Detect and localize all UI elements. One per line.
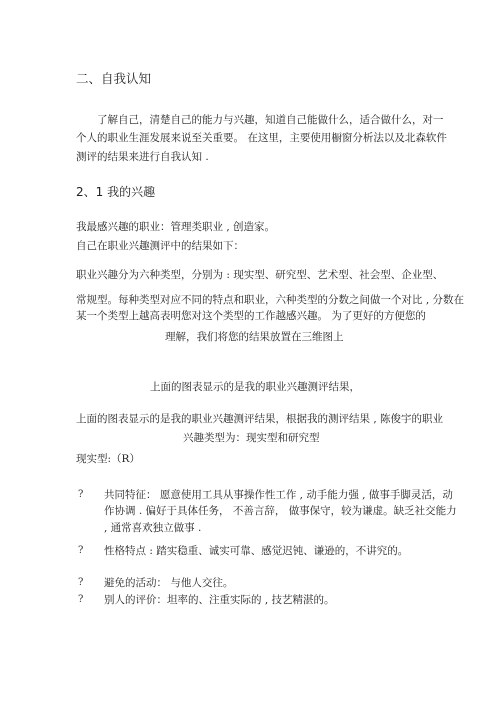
types-line-centered: 理解，我们将您的结果放置在三维图上 xyxy=(165,331,344,343)
features-line-3: , 通常喜欢独立做事 . xyxy=(104,522,202,534)
types-line-2: 常规型。每种类型对应不同的特点和职业，六种类型的分数之间做一个对比 , 分数在 xyxy=(76,294,465,306)
others-evaluation-line: 别人的评价：坦率的、注重实际的 , 技艺精湛的。 xyxy=(104,594,335,606)
test-result-intro: 自己在职业兴趣测评中的结果如下： xyxy=(76,240,244,252)
types-line-1: 职业兴趣分为六种类型，分别为 : 现实型、研究型、艺术型、社会型、企业型、 xyxy=(76,269,444,281)
result-line: 上面的图表显示的是我的职业兴趣测评结果，根据我的测评结果 , 陈俊宇的职业 xyxy=(76,413,444,425)
bullet-icon: ? xyxy=(78,545,84,556)
personality-line: 性格特点 : 踏实稳重、诚实可靠、感觉迟钝、谦逊的，不讲究的。 xyxy=(104,545,409,557)
bullet-icon: ? xyxy=(78,489,84,500)
intro-line-1: 了解自己，清楚自己的能力与兴趣，知道自己能做什么，适合做什么，对一 xyxy=(97,114,444,126)
favorite-career-line: 我最感兴趣的职业：管理类职业 , 创造家。 xyxy=(76,221,276,233)
bullet-icon: ? xyxy=(78,577,84,588)
chart-caption: 上面的图表显示的是我的职业兴趣测评结果， xyxy=(150,381,360,393)
bullet-icon: ? xyxy=(78,594,84,605)
types-line-3: 某一个类型上越高表明您对这个类型的工作越感兴趣。 为了更好的方便您的 xyxy=(76,310,426,322)
subsection-title: 2、1 我的兴趣 xyxy=(76,185,156,199)
result-type-line: 兴趣类型为：现实型和研究型 xyxy=(183,432,320,444)
intro-line-2: 个人的职业生涯发展来说至关重要。 在这里，主要使用橱窗分析法以及北森软件 xyxy=(76,132,447,144)
features-line-2: 作协调 . 偏好于具体任务， 不善言辞， 做事保守，较为谦虚。缺乏社交能力 xyxy=(104,505,457,517)
realistic-type-label: 现实型:（R） xyxy=(76,453,140,465)
avoid-activities-line: 避免的活动： 与他人交往。 xyxy=(104,577,234,589)
features-line-1: 共同特征： 愿意使用工具从事操作性工作 , 动手能力强 , 做事手脚灵活，动 xyxy=(104,489,453,501)
intro-line-3: 测评的结果来进行自我认知 . xyxy=(76,151,209,163)
section-title: 二、自我认知 xyxy=(76,71,152,86)
